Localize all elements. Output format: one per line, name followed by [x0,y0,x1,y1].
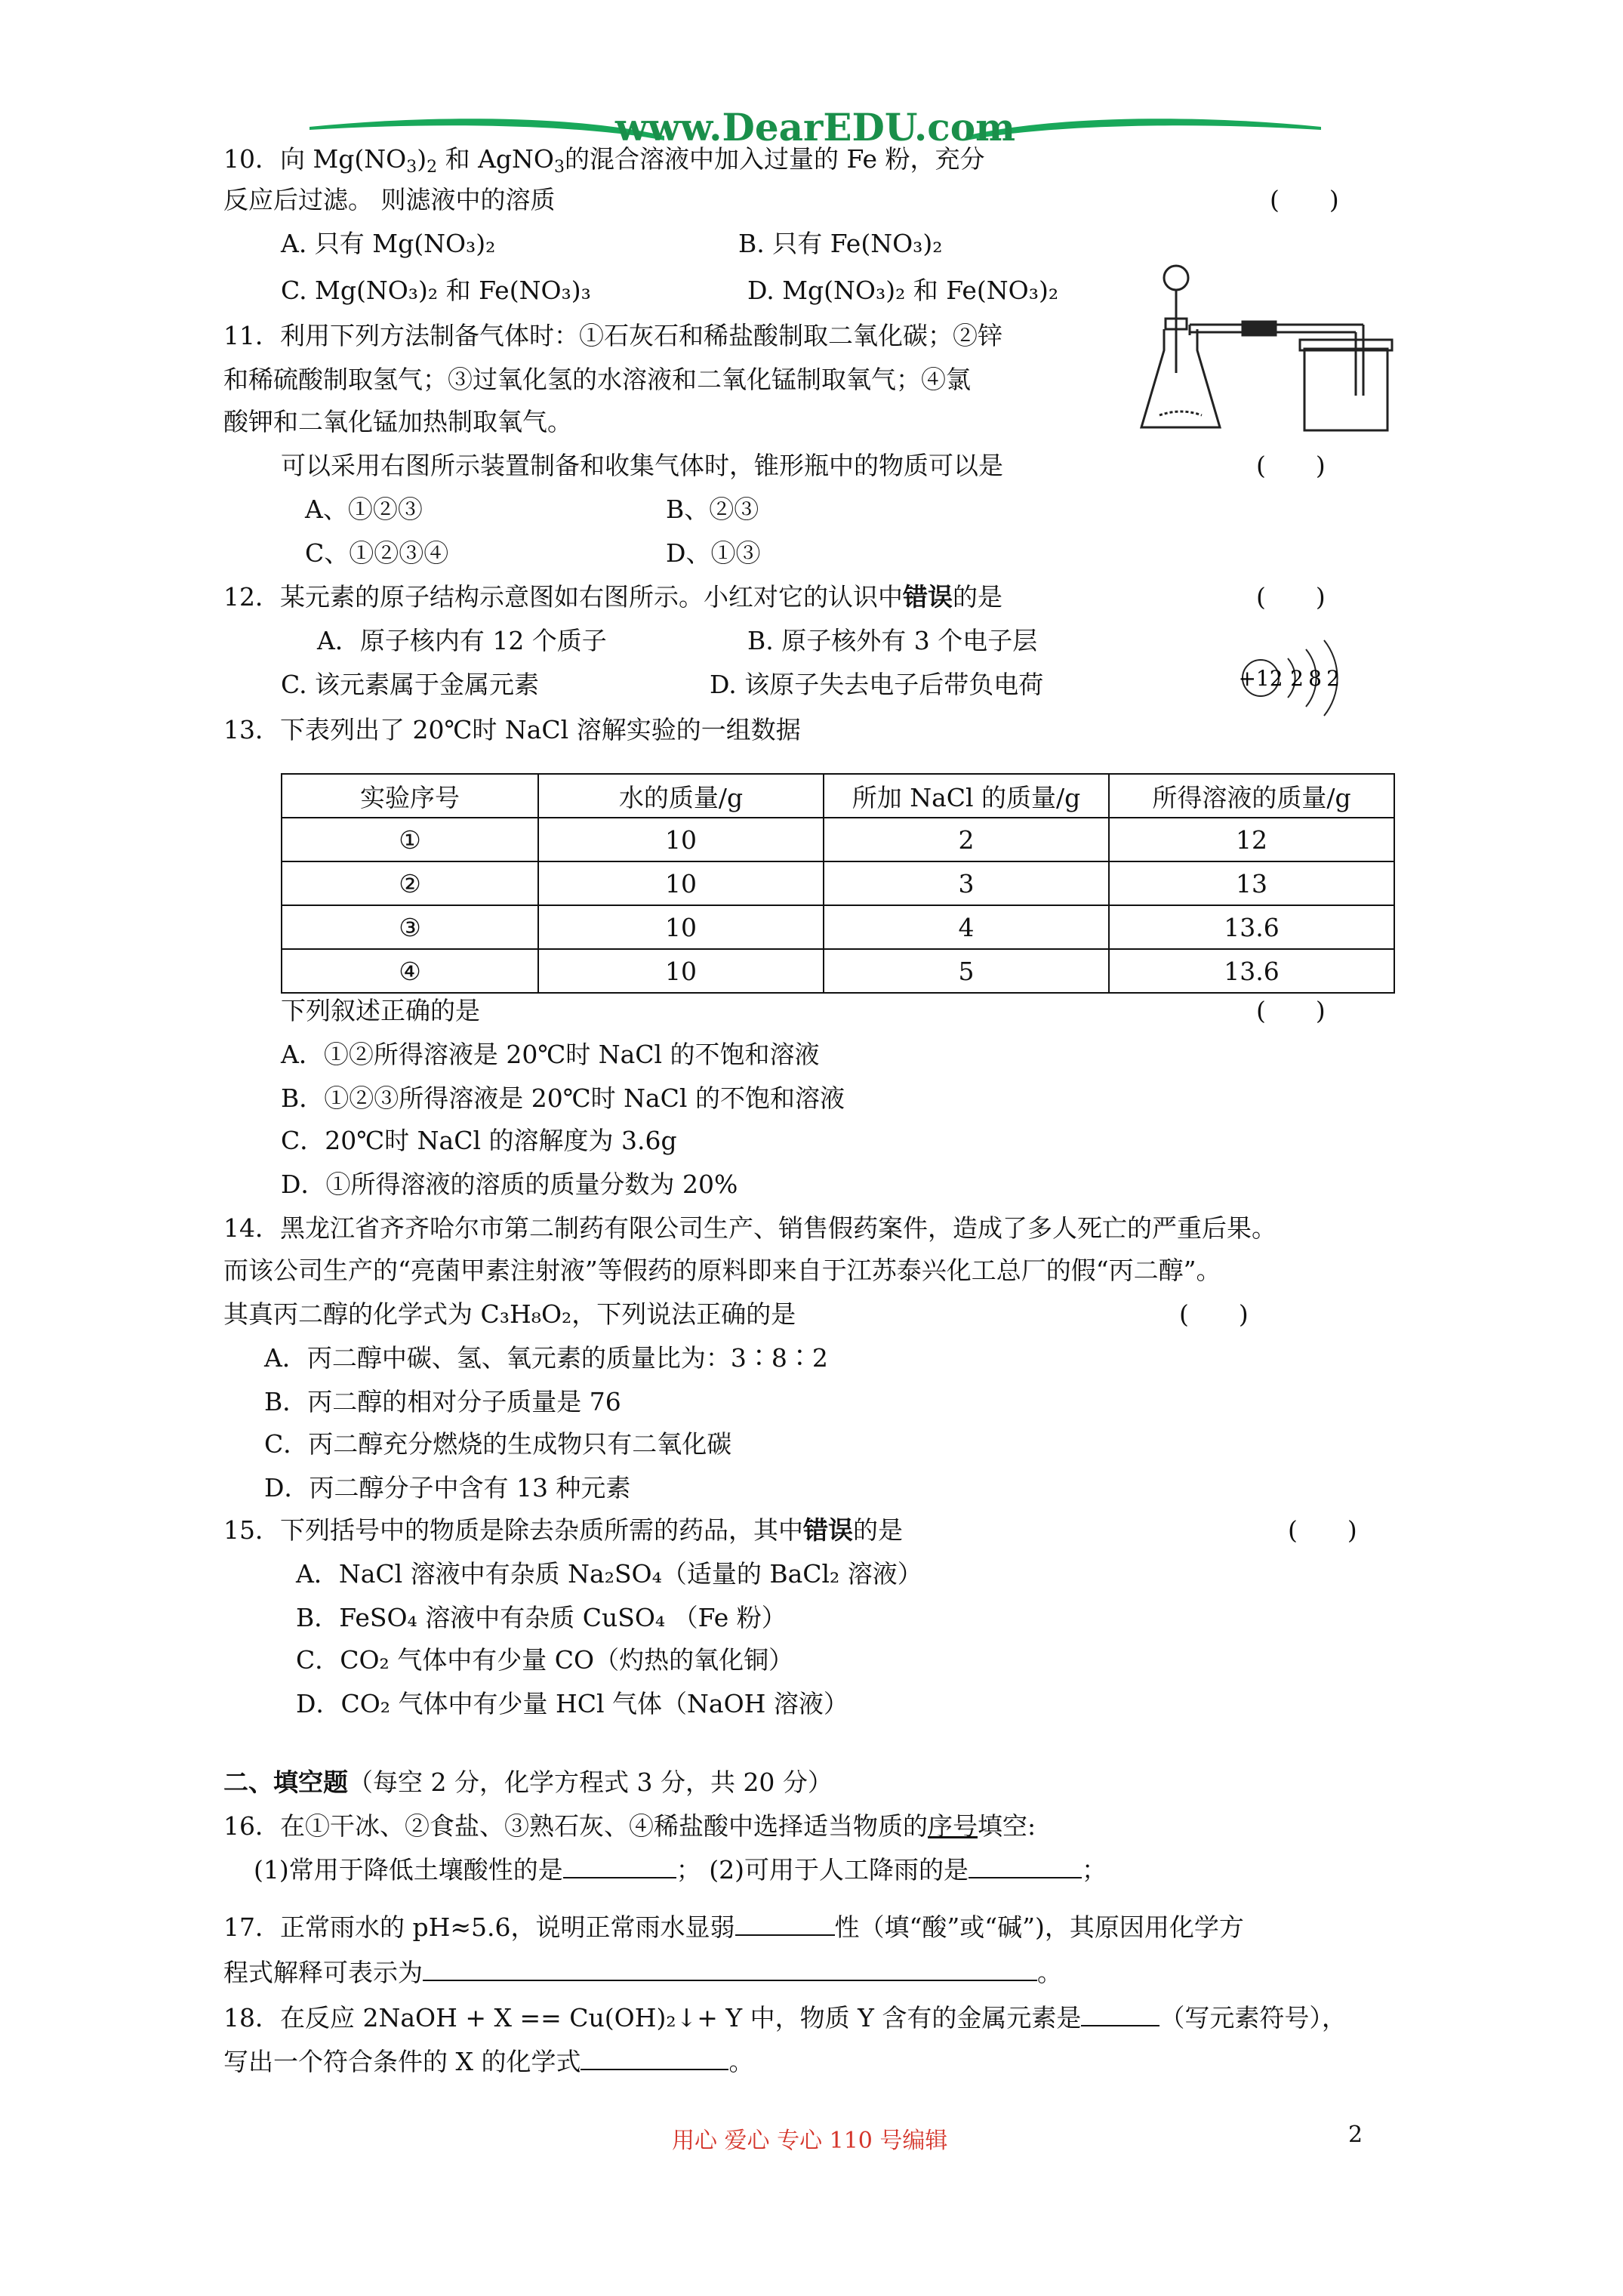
q13-answer-paren: ( ) [1256,996,1326,1025]
table-row [282,861,1394,905]
q13-option-d: D．①所得溶液的溶质的质量分数为 20% [281,1170,738,1199]
q10-option-a: A. 只有 Mg(NO₃)₂ [281,229,496,258]
section-2-title: 二、填空题 [223,1767,348,1797]
q11-stem-line3: 酸钾和二氧化锰加热制取氧气。 [223,407,572,436]
nacl-data-table [281,773,1395,994]
q11-stem-line2: 和稀硫酸制取氢气；③过氧化氢的水溶液和二氧化锰制取氧气；④氯 [223,365,971,394]
table-cell: 13.6 [1109,949,1394,993]
q10-answer-paren: ( ) [1270,185,1339,214]
q14-option-c: C．丙二醇充分燃烧的生成物只有二氧化碳 [264,1429,732,1459]
table-header-cell: 所加 NaCl 的质量/g [824,774,1109,818]
table-cell: 10 [538,905,824,949]
table-cell: ② [282,861,538,905]
atom-shell-3-electrons: 2 [1326,666,1340,691]
q15-option-d: D．CO₂ 气体中有少量 HCl 气体（NaOH 溶液） [296,1689,848,1718]
table-cell: ④ [282,949,538,993]
q14-option-a: A．丙二醇中碳、氢、氧元素的质量比为：3∶8∶2 [264,1343,828,1373]
footer-text: 用心 爱心 专心 110 号编辑 [672,2128,948,2154]
q16-blank-1[interactable] [563,1854,676,1878]
q16-blank-2[interactable] [969,1854,1082,1878]
atom-structure-diagram [1227,633,1363,723]
q14-option-b: B．丙二醇的相对分子质量是 76 [264,1387,621,1416]
section-2-heading [223,1767,833,1798]
q11-option-d: D、①③ [666,538,761,568]
q18-blank-1[interactable] [1081,2002,1160,2026]
q14-stem-line3: 其真丙二醇的化学式为 C₃H₈O₂，下列说法正确的是 [223,1299,796,1329]
q10-option-d: D. Mg(NO₃)₂ 和 Fe(NO₃)₂ [747,276,1059,305]
q15-option-b: B．FeSO₄ 溶液中有杂质 CuSO₄ （Fe 粉） [296,1603,787,1632]
q17-blank-2[interactable] [423,1957,1037,1981]
q11-option-b: B、②③ [666,495,759,524]
q11-option-c: C、①②③④ [305,538,449,568]
table-row [282,905,1394,949]
q11-option-a: A、①②③ [305,495,423,524]
q12-answer-paren: ( ) [1256,582,1326,612]
table-cell: 5 [824,949,1109,993]
table-cell: 2 [824,818,1109,861]
q14-option-d: D．丙二醇分子中含有 13 种元素 [264,1473,631,1502]
q14-stem-line2: 而该公司生产的“亮菌甲素注射液”等假药的原料即来自于江苏泰兴化工总厂的假“丙二醇”。 [223,1256,1221,1285]
q15-option-a: A．NaCl 溶液中有杂质 Na₂SO₄（适量的 BaCl₂ 溶液） [296,1559,922,1589]
q16-stem: 16．在①干冰、②食盐、③熟石灰、④稀盐酸中选择适当物质的序号填空: [223,1811,1036,1841]
q18-blank-2[interactable] [581,2046,728,2070]
atom-nucleus-label: +12 [1238,666,1283,691]
table-cell: 4 [824,905,1109,949]
q13-ask: 下列叙述正确的是 [281,996,480,1025]
q12-option-b: B. 原子核外有 3 个电子层 [747,626,1038,655]
q12-option-a: A．原子核内有 12 个质子 [317,626,607,655]
q10-option-b: B. 只有 Fe(NO₃)₂ [738,229,943,258]
q18-line1: 18．在反应 2NaOH + X == Cu(OH)₂↓+ Y 中，物质 Y 含有的金属元素是 （写元素符号）， [223,2003,1347,2032]
q14-answer-paren: ( ) [1179,1299,1249,1329]
q15-answer-paren: ( ) [1288,1515,1357,1545]
table-cell: 12 [1109,818,1394,861]
table-row [282,949,1394,993]
atom-shell-2-electrons: 8 [1308,666,1322,691]
q10-stem-line2: 反应后过滤。 则滤液中的溶质 [223,185,556,214]
q13-option-c: C．20℃时 NaCl 的溶解度为 3.6g [281,1126,677,1155]
q16-parts: (1)常用于降低土壤酸性的是 ； (2)可用于人工降雨的是 ； [254,1855,1107,1885]
q14-stem-line1: 14．黑龙江省齐齐哈尔市第二制药有限公司生产、销售假药案件，造成了多人死亡的严重后果。 [223,1213,1277,1243]
gas-apparatus-figure [1137,260,1397,435]
logo-text: www.DearEDU.com [614,105,1016,149]
q15-stem: 15．下列括号中的物质是除去杂质所需的药品，其中错误的是 [223,1515,903,1545]
q10-option-c: C. Mg(NO₃)₂ 和 Fe(NO₃)₃ [281,276,591,305]
q10-stem-line1: 10．向 $Mg(NO_3)_2$ 和 AgNO$_3$的混合溶液中加入过量的 Fe 粉，充分 [223,144,985,177]
table-cell: ① [282,818,538,861]
table-header-cell: 实验序号 [282,774,538,818]
table-row [282,818,1394,861]
q17-line1: 17．正常雨水的 pH≈5.6，说明正常雨水显弱 性（填“酸”或“碱”)，其原因用化学方 [223,1912,1244,1942]
q17-line2: 程式解释可表示为 。 [223,1958,1062,1987]
atom-shell-1-electrons: 2 [1290,666,1304,691]
table-header-row [282,774,1394,818]
table-cell: 13.6 [1109,905,1394,949]
table-cell: ③ [282,905,538,949]
section-2-note: （每空 2 分，化学方程式 3 分，共 20 分） [348,1767,833,1797]
table-header-cell: 所得溶液的质量/g [1109,774,1394,818]
table-cell: 10 [538,949,824,993]
q13-option-b: B．①②③所得溶液是 20℃时 NaCl 的不饱和溶液 [281,1083,845,1113]
q18-line2: 写出一个符合条件的 X 的化学式 。 [223,2047,754,2076]
q12-option-d: D. 该原子失去电子后带负电荷 [710,670,1044,699]
q15-option-c: C．CO₂ 气体中有少量 CO（灼热的氧化铜） [296,1645,794,1675]
q12-stem: 12．某元素的原子结构示意图如右图所示。小红对它的认识中错误的是 [223,582,1002,612]
q13-stem: 13．下表列出了 20℃时 NaCl 溶解实验的一组数据 [223,715,801,744]
table-header-cell: 水的质量/g [538,774,824,818]
q11-stem-line4: 可以采用右图所示装置制备和收集气体时，锥形瓶中的物质可以是 [281,451,1003,480]
q11-stem-line1: 11．利用下列方法制备气体时：①石灰石和稀盐酸制取二氧化碳；②锌 [223,321,1002,350]
table-cell: 10 [538,861,824,905]
q12-option-c: C. 该元素属于金属元素 [281,670,540,699]
q11-answer-paren: ( ) [1256,451,1326,480]
table-cell: 10 [538,818,824,861]
table-cell: 13 [1109,861,1394,905]
page-number: 2 [1348,2122,1363,2148]
table-cell: 3 [824,861,1109,905]
q13-option-a: A．①②所得溶液是 20℃时 NaCl 的不饱和溶液 [281,1040,820,1069]
q17-blank-1[interactable] [735,1912,835,1936]
